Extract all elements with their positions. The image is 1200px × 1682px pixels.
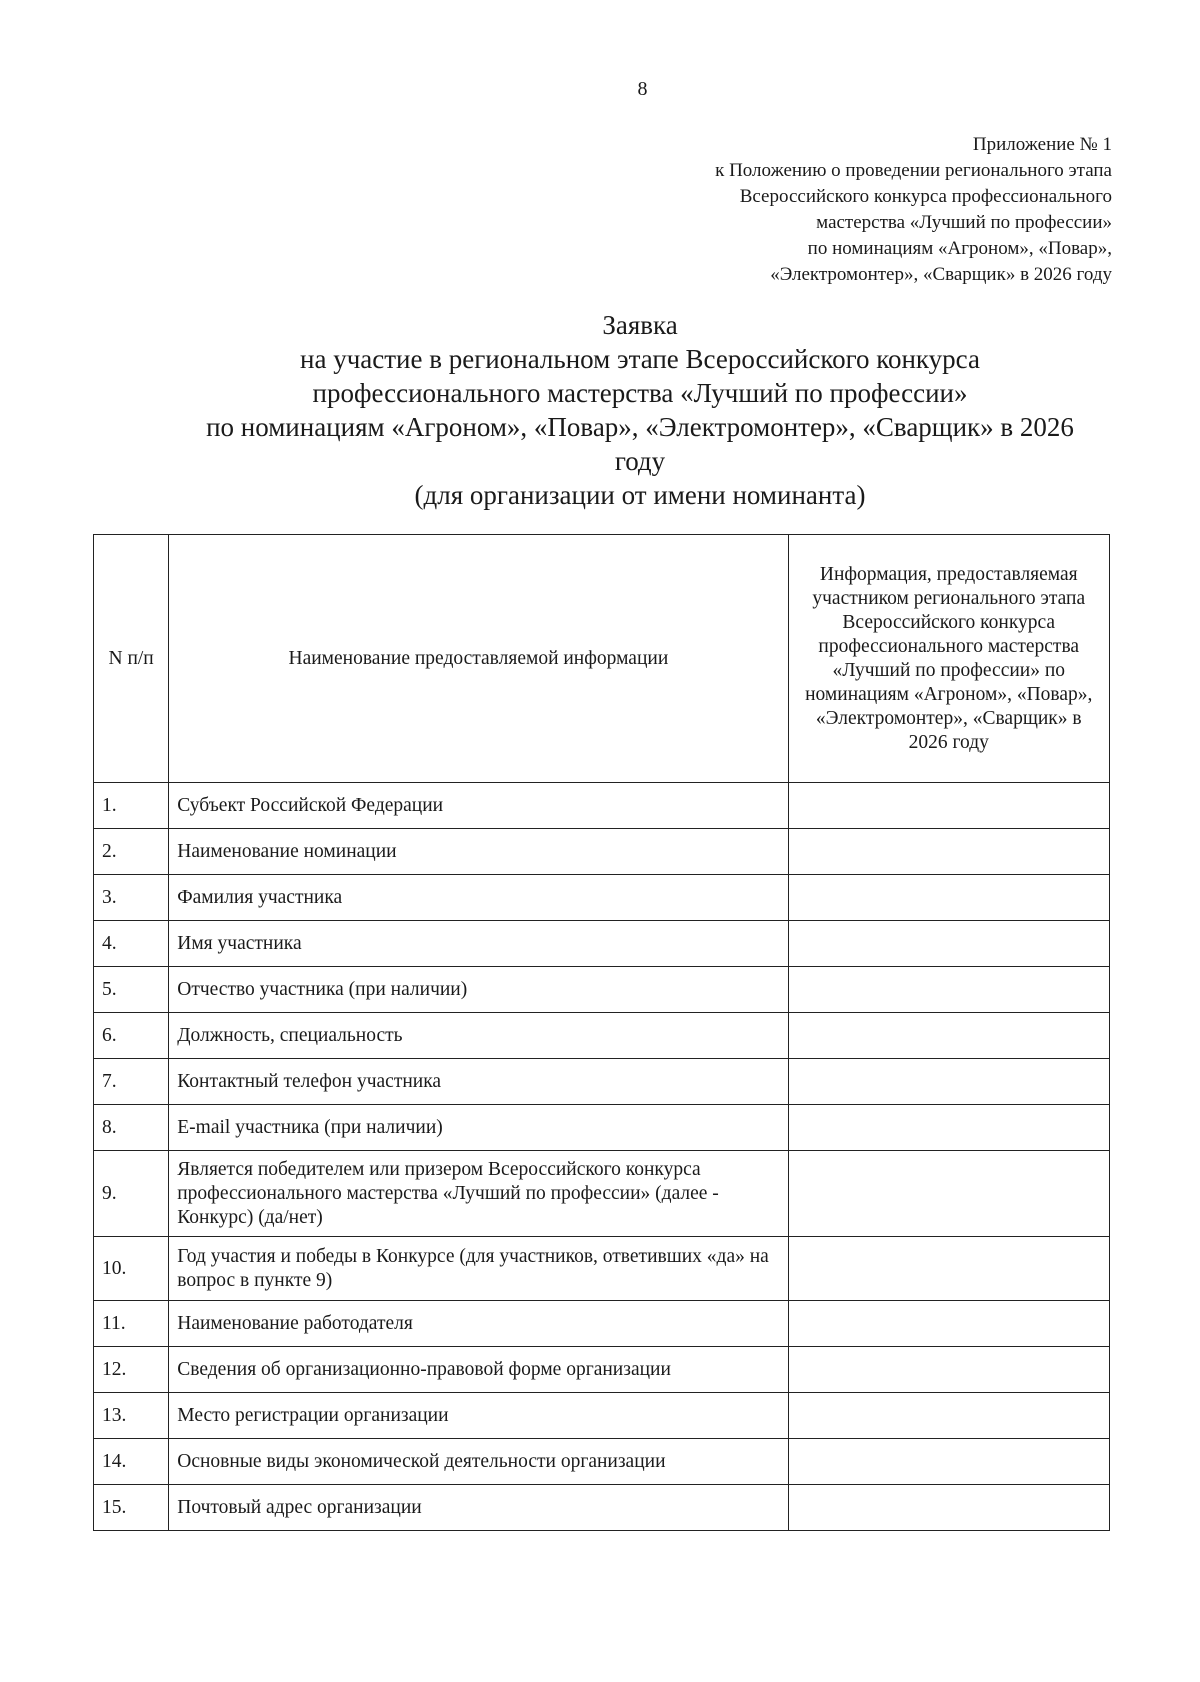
row-label: Почтовый адрес организации <box>169 1485 788 1531</box>
page-number: 8 <box>637 78 648 100</box>
row-value[interactable] <box>788 1439 1109 1485</box>
table-row <box>94 1237 1110 1301</box>
table-row <box>94 1393 1110 1439</box>
row-number: 12. <box>94 1347 169 1393</box>
table-row <box>94 1105 1110 1151</box>
table-row <box>94 1013 1110 1059</box>
row-label: Год участия и победы в Конкурсе (для участников, ответивших «да» на вопрос в пункте 9) <box>169 1237 788 1301</box>
row-label: Основные виды экономической деятельности организации <box>169 1439 788 1485</box>
appendix-line: мастерства «Лучший по профессии» <box>816 212 1112 233</box>
row-value[interactable] <box>788 1013 1109 1059</box>
table-row <box>94 783 1110 829</box>
row-label: Контактный телефон участника <box>169 1059 788 1105</box>
row-number: 5. <box>94 967 169 1013</box>
table-header-row <box>94 535 1110 783</box>
table-row <box>94 1059 1110 1105</box>
row-label: Сведения об организационно-правовой форме организации <box>169 1347 788 1393</box>
row-number: 4. <box>94 921 169 967</box>
row-number: 8. <box>94 1105 169 1151</box>
row-number: 1. <box>94 783 169 829</box>
row-label: Является победителем или призером Всероссийского конкурса профессионального мастерства «Лучший по профессии» (далее - Конкурс) (да/нет) <box>169 1151 788 1237</box>
row-label: Субъект Российской Федерации <box>169 783 788 829</box>
row-value[interactable] <box>788 783 1109 829</box>
table-row <box>94 1439 1110 1485</box>
row-value[interactable] <box>788 1105 1109 1151</box>
document-title <box>140 308 1140 512</box>
table-row <box>94 829 1110 875</box>
row-value[interactable] <box>788 1059 1109 1105</box>
row-number: 2. <box>94 829 169 875</box>
table-row <box>94 1347 1110 1393</box>
row-label: Наименование работодателя <box>169 1301 788 1347</box>
row-value[interactable] <box>788 1393 1109 1439</box>
appendix-line: к Положению о проведении регионального этапа <box>715 160 1112 181</box>
header-name: Наименование предоставляемой информации <box>169 535 788 783</box>
row-value[interactable] <box>788 1301 1109 1347</box>
appendix-line: Всероссийского конкурса профессионального <box>739 186 1112 207</box>
row-value[interactable] <box>788 1151 1109 1237</box>
row-value[interactable] <box>788 1237 1109 1301</box>
appendix-line: «Электромонтер», «Сварщик» в 2026 году <box>770 264 1112 285</box>
row-label: E-mail участника (при наличии) <box>169 1105 788 1151</box>
row-value[interactable] <box>788 1485 1109 1531</box>
appendix-line: по номинациям «Агроном», «Повар», <box>807 238 1112 259</box>
row-value[interactable] <box>788 921 1109 967</box>
title-line: году <box>614 446 666 476</box>
row-label: Наименование номинации <box>169 829 788 875</box>
row-value[interactable] <box>788 829 1109 875</box>
row-label: Должность, специальность <box>169 1013 788 1059</box>
row-value[interactable] <box>788 1347 1109 1393</box>
row-number: 15. <box>94 1485 169 1531</box>
title-line: по номинациям «Агроном», «Повар», «Электромонтер», «Сварщик» в 2026 <box>206 412 1074 442</box>
row-value[interactable] <box>788 967 1109 1013</box>
row-number: 11. <box>94 1301 169 1347</box>
title-line: Заявка <box>602 310 678 340</box>
table-row <box>94 1301 1110 1347</box>
application-form-table <box>93 534 1110 1531</box>
row-number: 14. <box>94 1439 169 1485</box>
table-row <box>94 967 1110 1013</box>
row-number: 13. <box>94 1393 169 1439</box>
table-row <box>94 921 1110 967</box>
row-number: 7. <box>94 1059 169 1105</box>
table-row <box>94 875 1110 921</box>
title-line: на участие в региональном этапе Всероссийского конкурса <box>300 344 980 374</box>
appendix-note <box>472 132 1112 288</box>
row-number: 3. <box>94 875 169 921</box>
header-number: N п/п <box>94 535 169 783</box>
row-label: Имя участника <box>169 921 788 967</box>
row-number: 9. <box>94 1151 169 1237</box>
table-row <box>94 1151 1110 1237</box>
title-line: профессионального мастерства «Лучший по профессии» <box>312 378 968 408</box>
row-label: Фамилия участника <box>169 875 788 921</box>
header-info: Информация, предоставляемая участником регионального этапа Всероссийского конкурса профессионального мастерства «Лучший по профессии» по номинациям «Агроном», «Повар», «Электромонтер», «Сварщик» в 2026 году <box>788 535 1109 783</box>
row-label: Отчество участника (при наличии) <box>169 967 788 1013</box>
row-number: 6. <box>94 1013 169 1059</box>
appendix-line: Приложение № 1 <box>972 134 1112 155</box>
table-row <box>94 1485 1110 1531</box>
row-value[interactable] <box>788 875 1109 921</box>
row-label: Место регистрации организации <box>169 1393 788 1439</box>
title-line: (для организации от имени номинанта) <box>414 480 866 510</box>
row-number: 10. <box>94 1237 169 1301</box>
